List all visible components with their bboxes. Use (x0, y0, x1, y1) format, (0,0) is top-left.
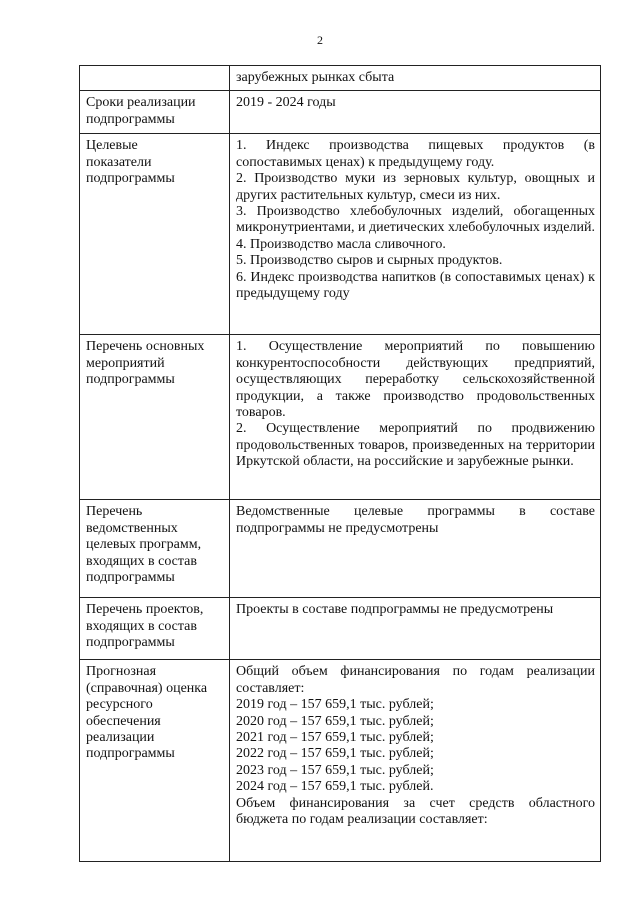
row-label: Прогнозная (справочная) оценка ресурсного обеспечения реализации подпрограммы (86, 664, 208, 762)
row-label: Сроки реализации подпрограммы (86, 95, 196, 127)
row-label: Перечень проектов, входящих в состав подпрограммы (86, 602, 204, 651)
row-label-cell (80, 500, 230, 598)
list-item: 6. Индекс производства напитков (в сопоставимых ценах) к предыдущему году (236, 269, 595, 302)
row-label-cell (80, 91, 230, 134)
list-item: 2. Осуществление мероприятий по продвижению продовольственных товаров, произведенных на территории Иркутской области, на российские и зарубежные рынки. (236, 421, 595, 470)
row-value: Ведомственные целевые программы в составе подпрограммы не предусмотрены (236, 504, 595, 536)
table-row-continuation (80, 66, 601, 91)
row-label: Перечень ведомственных целевых программ, входящих в состав подпрограммы (86, 504, 202, 586)
funding-line: 2019 год – 157 659,1 тыс. рублей; (236, 697, 434, 713)
table-row-target-indicators (80, 134, 601, 335)
row-value-cell (230, 134, 601, 335)
row-value-cell (230, 500, 601, 598)
row-label-cell (80, 335, 230, 500)
funding-line: Общий объем финансирования по годам реализации составляет: (236, 664, 595, 696)
row-label-cell (80, 598, 230, 660)
page-number: 2 (317, 33, 323, 47)
list-item: 4. Производство масла сливочного. (236, 236, 446, 252)
list-item: 1. Осуществление мероприятий по повышению конкурентоспособности действующих предприятий, осуществляющих переработку сельскохозяйственной продукции, а также производство продовольственных товаров. (236, 339, 595, 421)
row-label-cell (80, 134, 230, 335)
row-value-cell (230, 660, 601, 862)
funding-line: Объем финансирования за счет средств областного бюджета по годам реализации составляет: (236, 795, 595, 828)
row-value: 2019 - 2024 годы (236, 95, 336, 111)
row-value: Проекты в составе подпрограммы не предусмотрены (236, 602, 554, 618)
table-row-implementation-period (80, 91, 601, 134)
row-label-cell (80, 66, 230, 91)
row-value-cell (230, 66, 601, 91)
row-value-cell (230, 335, 601, 500)
funding-line: 2020 год – 157 659,1 тыс. рублей; (236, 713, 434, 729)
table-row-main-activities (80, 335, 601, 500)
funding-line: 2021 год – 157 659,1 тыс. рублей; (236, 730, 434, 746)
row-value-cell (230, 598, 601, 660)
list-item: 3. Производство хлебобулочных изделий, обогащенных микронутриентами, и диетических хлебобулочных изделий. (236, 204, 595, 236)
list-item: 5. Производство сыров и сырных продуктов. (236, 253, 503, 269)
subprogram-passport-table (79, 65, 601, 862)
table-row-departmental-programs (80, 500, 601, 598)
row-value-cell (230, 91, 601, 134)
list-item: 1. Индекс производства пищевых продуктов (в сопоставимых ценах) к предыдущему году. (236, 138, 595, 170)
row-label: Перечень основных мероприятий подпрограммы (86, 339, 205, 388)
funding-line: 2022 год – 157 659,1 тыс. рублей; (236, 746, 434, 762)
list-item: 2. Производство муки из зерновых культур, овощных и других растительных культур, смеси из них. (236, 171, 595, 203)
row-value: зарубежных рынках сбыта (236, 70, 395, 85)
row-label: Целевые показатели подпрограммы (86, 138, 175, 187)
funding-line: 2023 год – 157 659,1 тыс. рублей; (236, 762, 434, 778)
funding-line: 2024 год – 157 659,1 тыс. рублей. (236, 779, 434, 795)
table-row-projects (80, 598, 601, 660)
table-row-resource-estimate (80, 660, 601, 862)
row-label-cell (80, 660, 230, 862)
